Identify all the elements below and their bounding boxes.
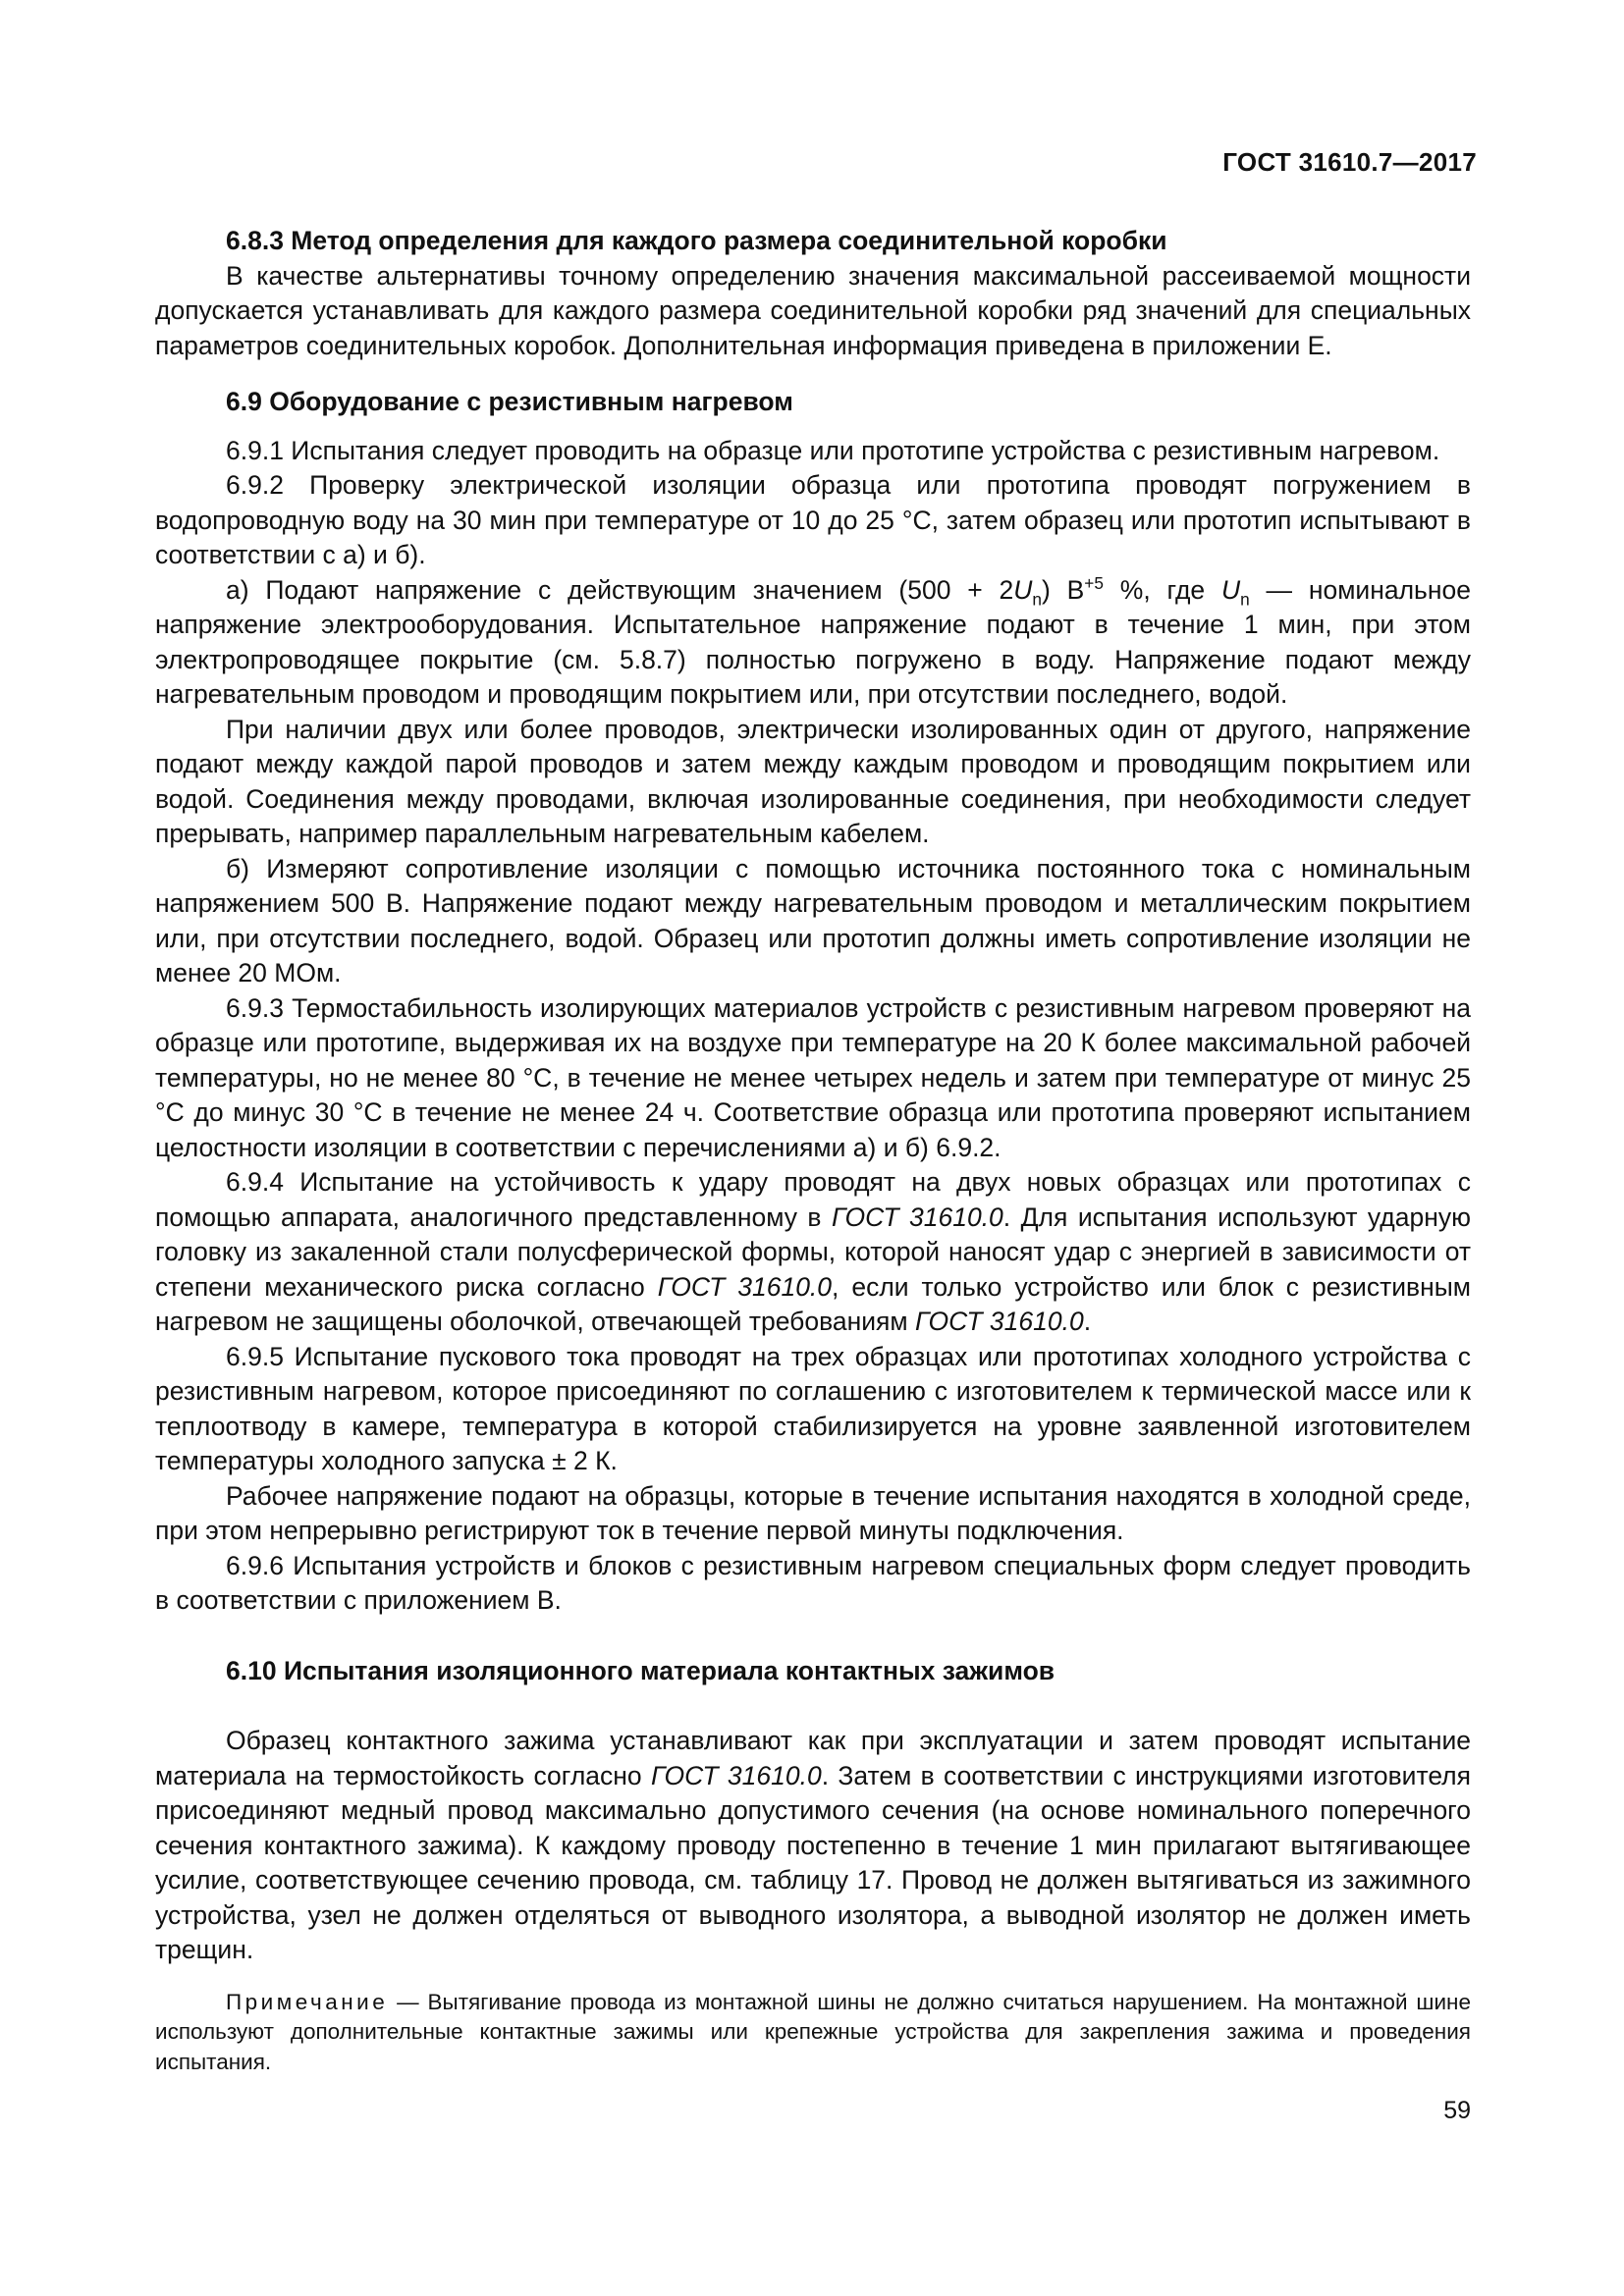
standard-reference: ГОСТ 31610.0 <box>831 1201 1003 1232</box>
paragraph-two-wires: При наличии двух или более проводов, электрически изолированных один от другого, напряжение подают между каждой парой проводов и затем между каждым проводом и проводящим покрытием или водой. Соединения между проводами, включая изолированные соединения, при необходимости следует прерывать, например параллельным нагревательным кабелем. <box>155 714 1471 848</box>
note: Примечание — Вытягивание провода из монтажной шины не должно считаться нарушением. На монтажной шине используют дополнительные контактные зажимы или крепежные устройства для закрепления зажима и проведения испытания. <box>155 1989 1471 2074</box>
page-number: 59 <box>1443 2097 1471 2124</box>
paragraph-6-8-3: В качестве альтернативы точному определению значения максимальной рассеиваемой мощности допускается устанавливать для каждого размера соединительной коробки ряд значений для специальных параметров соединительных коробок. Дополнительная информация приведена в приложении Е. <box>155 260 1471 360</box>
document-code: ГОСТ 31610.7—2017 <box>1222 147 1477 177</box>
heading-6-8-3: 6.8.3 Метод определения для каждого размера соединительной коробки <box>226 226 1167 255</box>
paragraph-6-9-2-a: а) Подают напряжение с действующим значением $(500 + 2U_n)$ $В^{+5}$ %, где $U_n$ — номинальное напряжение электрооборудования. Испытательное напряжение подают в течение 1 мин, при этом электропроводящее покрытие (см. 5.8.7) полностью погружено в воду. Напряжение подают между нагревательным проводом и проводящим покрытием или, при отсутствии последнего, водой. <box>155 572 1471 709</box>
paragraph-6-9-3: 6.9.3 Термостабильность изолирующих материалов устройств с резистивным нагревом проверяют на образце или прототипе, выдерживая их на воздухе при температуре на 20 К более максимальной рабочей температуры, но не менее 80 °С, в течение не менее четырех недель и затем при температуре от минус 25 °С до минус 30 °С в течение не менее 24 ч. Соответствие образца или прототипа проверяют испытанием целостности изоляции в соответствии с перечислениями а) и б) 6.9.2. <box>155 992 1471 1162</box>
heading-6-9: 6.9 Оборудование с резистивным нагревом <box>226 387 793 416</box>
standard-reference: ГОСТ 31610.0 <box>651 1760 822 1790</box>
paragraph-6-9-1: 6.9.1 Испытания следует проводить на образце или прототипе устройства с резистивным нагревом. <box>226 435 1440 465</box>
heading-6-10: 6.10 Испытания изоляционного материала контактных зажимов <box>226 1655 1056 1685</box>
paragraph-6-9-2-b: б) Измеряют сопротивление изоляции с помощью источника постоянного тока с номинальным напряжением 500 В. Напряжение подают между нагревательным проводом и металлическим покрытием или, при отсутствии последнего, водой. Образец или прототип должны иметь сопротивление изоляции не менее 20 МОм. <box>155 853 1471 988</box>
paragraph-6-9-2: 6.9.2 Проверку электрической изоляции образца или прототипа проводят погружением в водопроводную воду на 30 мин при температуре от 10 до 25 °С, затем образец или прототип испытывают в соответствии с а) и б). <box>155 470 1471 569</box>
paragraph-6-10: Образец контактного зажима устанавливают как при эксплуатации и затем проводят испытание материала на термостойкость согласно ГОСТ 31610.0. Затем в соответствии с инструкциями изготовителя присоединяют медный провод максимально допустимого сечения (на основе номинального поперечного сечения контактного зажима). К каждому проводу постепенно в течение 1 мин прилагают вытягивающее усилие, соответствующее сечению провода, см. таблицу 17. Провод не должен вытягиваться из зажимного устройства, узел не должен отделяться от выводного изолятора, а выводной изолятор не должен иметь трещин. <box>155 1726 1471 1964</box>
paragraph-6-9-6: 6.9.6 Испытания устройств и блоков с резистивным нагревом специальных форм следует проводить в соответствии с приложением В. <box>155 1550 1471 1615</box>
paragraph-6-9-4: 6.9.4 Испытание на устойчивость к удару проводят на двух новых образцах или прототипах с помощью аппарата, аналогичного представленному в ГОСТ 31610.0. Для испытания используют ударную головку из закаленной стали полусферической формы, которой наносят удар с энергией в зависимости от степени механического риска согласно ГОСТ 31610.0, если только устройство или блок с резистивным нагревом не защищены оболочкой, отвечающей требованиям ГОСТ 31610.0. <box>155 1167 1472 1336</box>
paragraph-6-9-5: 6.9.5 Испытание пускового тока проводят на трех образцах или прототипах холодного устройства с резистивным нагревом, которое присоединяют по соглашению с изготовителем к термической массе или к теплоотводу в камере, температура в которой стабилизируется на уровне заявленной изготовителем температуры холодного запуска ± 2 К. <box>155 1341 1471 1475</box>
note-label: Примечание <box>226 1989 389 2014</box>
standard-reference: ГОСТ 31610.0 <box>657 1271 833 1302</box>
standard-reference: ГОСТ 31610.0 <box>914 1307 1084 1336</box>
paragraph-working-voltage: Рабочее напряжение подают на образцы, которые в течение испытания находятся в холодной среде, при этом непрерывно регистрируют ток в течение первой минуты подключения. <box>155 1480 1471 1545</box>
document-body <box>155 224 1471 2077</box>
